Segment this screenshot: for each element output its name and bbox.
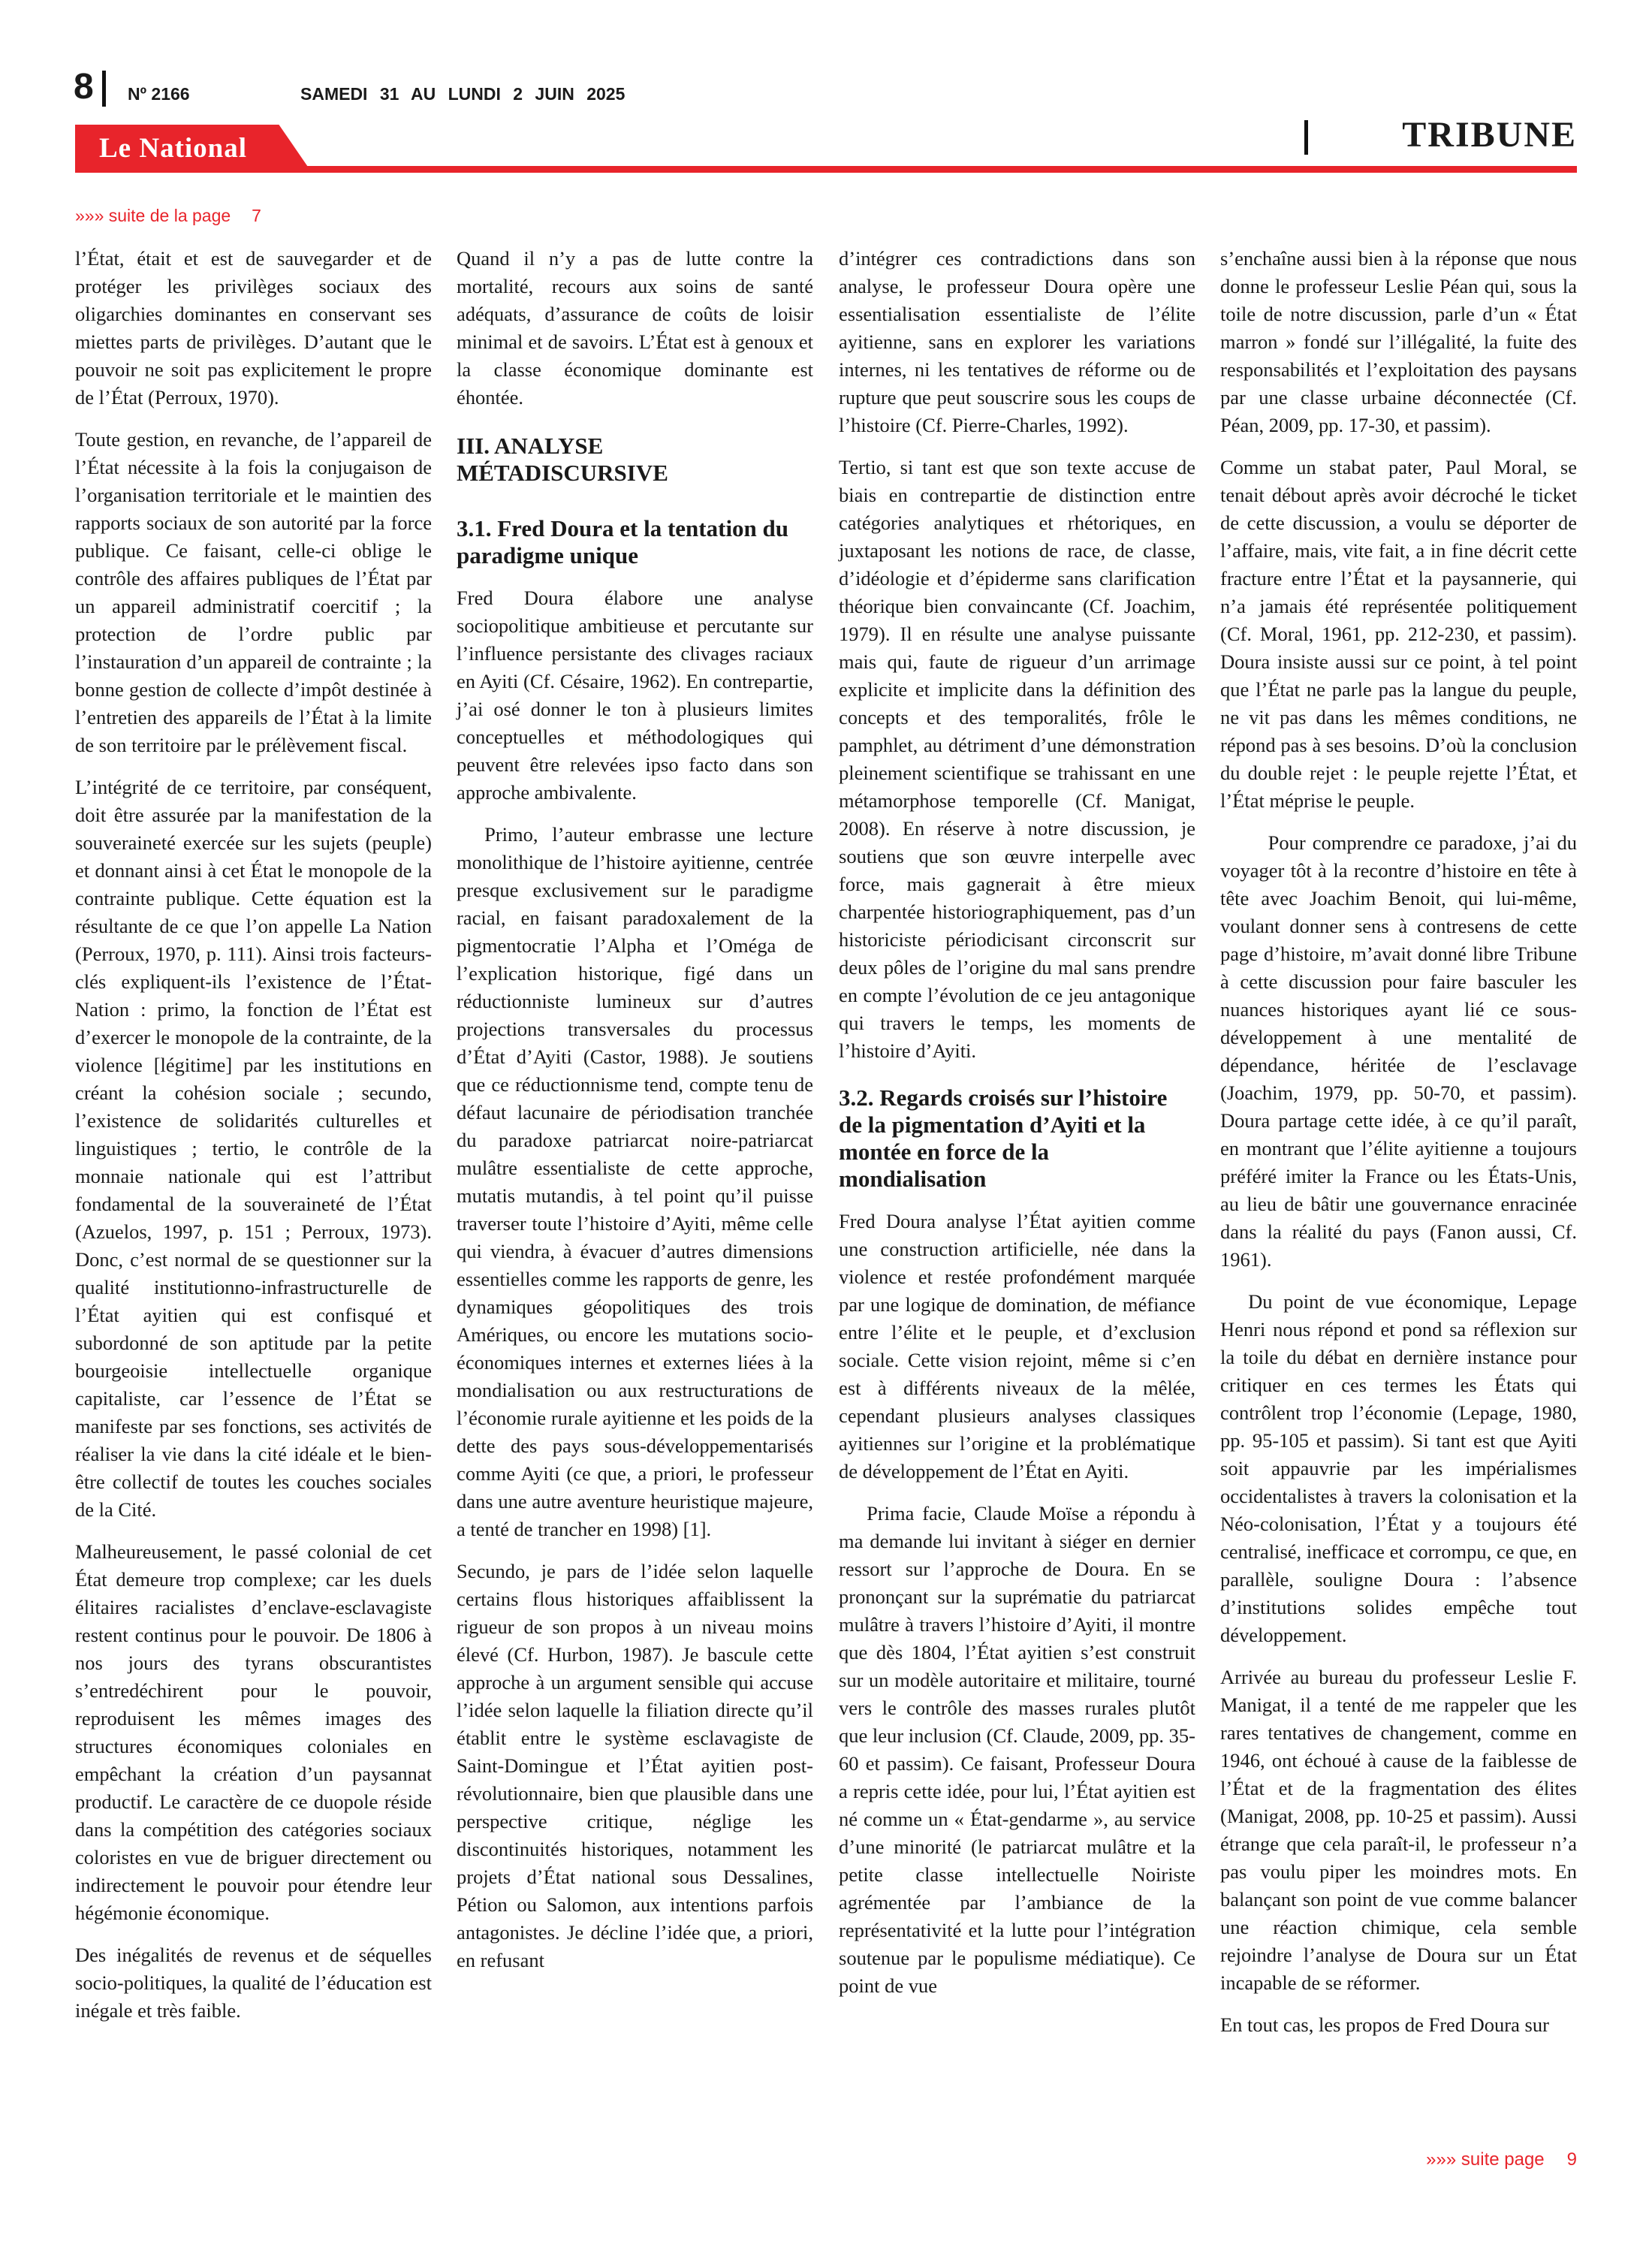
section-heading: III. ANALYSE MÉTADISCURSIVE <box>457 433 668 486</box>
article-column-2 <box>457 245 813 1989</box>
continued-to-label: »»» suite page <box>1426 2149 1545 2170</box>
paragraph: Secundo, je pars de l’idée selon laquelle certains flous historiques affaiblissent la rigueur de son propos à un niveau moins élevé (Cf. Hurbon, 1987). Je bascule cette approche à un argument sensible qui accuse l’idée selon laquelle la filiation directe qu’il établit entre le système esclavagiste de Saint-Domingue et l’État ayitien post-révolutionnaire, bien que plausible dans une perspective critique, néglige les discontinuités historiques, notamment les projets d’État national sous Dessalines, Pétion ou Salomon, aux intentions parfois antagonistes. Je décline l’idée que, a priori, en refusant <box>457 1560 813 1971</box>
header-divider <box>102 71 106 107</box>
issue-number: Nº 2166 <box>128 84 190 104</box>
continued-from <box>75 206 282 226</box>
paragraph: d’intégrer ces contradictions dans son analyse, le professeur Doura opère une essentialisation essentialiste de l’élite ayitienne, sans en explorer les variations internes, ni les tentatives de réforme ou de rupture que peut souscrire sous les coups de l’histoire (Cf. Pierre-Charles, 1992). <box>839 247 1195 436</box>
issue-date: SAMEDI 31 AU LUNDI 2 JUIN 2025 <box>300 84 626 104</box>
section-title: TRIBUNE <box>1402 115 1577 155</box>
newspaper-logo: Le National <box>99 133 248 164</box>
continued-to-page: 9 <box>1566 2149 1577 2170</box>
article-column-4 <box>1220 245 1577 2053</box>
header-rule <box>75 166 1577 173</box>
paragraph: Tertio, si tant est que son texte accuse de biais en contrepartie de distinction entre catégories analytiques et rhétoriques, en juxtaposant les notions de race, de classe, d’idéologie et d’épiderme sans clarification théorique bien convaincante (Cf. Joachim, 1979). Il en résulte une analyse puissante mais qui, faute de rigueur d’un arrimage explicite et implicite dans la définition des concepts et des temporalités, frôle le pamphlet, au détriment d’une démonstration pleinement scientifique se trahissant en une métamorphose temporelle (Cf. Manigat, 2008). En réserve à notre discussion, je soutiens que son œuvre interpelle avec force, mais gagnerait à être mieux charpentée historiographiquement, pas d’un historiciste périodicisant circonscrit sur deux pôles de l’origine du mal sans prendre en compte l’évolution de ce jeu antagonique qui travers le temps, les moments de l’histoire d’Ayiti. <box>839 456 1195 1062</box>
paragraph: l’État, était et est de sauvegarder et de protéger les privilèges sociaux des oligarchies dominantes en conservant ses miettes parts de privilèges. D’autant que le pouvoir ne soit pas explicitement le propre de l’État (Perroux, 1970). <box>75 247 432 409</box>
paragraph: Pour comprendre ce paradoxe, j’ai du voyager tôt à la recontre d’histoire en tête à tête avec Joachim Benoit, qui lui-même, voulant donner sens à contresens de cette page d’histoire, m’avait donné libre Tribune à cette discussion pour faire basculer les nuances historiques ayant lié ce sous-développement à une mentalité de dépendance, héritée de l’esclavage (Joachim, 1979, pp. 50-70, et passim). Doura partage cette idée, à ce qu’il paraît, en montrant que l’élite ayitienne a toujours préféré imiter la France ou les États-Unis, au lieu de bâtir une gouvernance enracinée dans la réalité du pays (Fanon aussi, Cf. 1961). <box>1220 831 1577 1271</box>
paragraph: Fred Doura analyse l’État ayitien comme une construction artificielle, née dans la violence et restée profondément marquée par une logique de domination, de méfiance entre l’élite et le peuple, et d’exclusion sociale. Cette vision rejoint, même si c’en est à différents niveaux de la mêlée, cependant plusieurs analyses classiques ayitiennes sur l’origine et la problématique de développement de l’État en Ayiti. <box>839 1210 1195 1482</box>
paragraph: Malheureusement, le passé colonial de cet État demeure trop complexe; car les duels élitaires racialistes d’enclave-esclavagiste restent continus pour le pouvoir. De 1806 à nos jours des tyrans obscurantistes s’entredéchirent pour le pouvoir, reproduisent les mêmes images des structures économiques coloniales en empêchant la création d’un paysannat productif. Le caractère de ce duopole réside dans la compétition des catégories sociaux coloristes en vue de briguer directement ou indirectement le pouvoir pour étendre leur hégémonie économique. <box>75 1540 432 1924</box>
subheading: 3.2. Regards croisés sur l’histoire de la pigmentation d’Ayiti et la montée en force de la mondialisation <box>839 1084 1168 1192</box>
subheading: 3.1. Fred Doura et la tentation du paradigme unique <box>457 515 789 569</box>
paragraph: Arrivée au bureau du professeur Leslie F. Manigat, il a tenté de me rappeler que les rares tentatives de changement, comme en 1946, ont échoué à cause de la faiblesse de l’État et de la fragmentation des élites (Manigat, 2008, pp. 10-25 et passim). Aussi étrange que cela paraît-il, le professeur n’a pas voulu piper les moindres mots. En balançant son point de vue comme balancer une réaction chimique, cela semble rejoindre l’analyse de Doura sur un État incapable de se réformer. <box>1220 1666 1577 1994</box>
paragraph: Quand il n’y a pas de lutte contre la mortalité, recours aux soins de santé adéquats, d’assurance de coûts de loisir minimal et de savoirs. L’État est à genoux et la classe économique dominante est éhontée. <box>457 247 813 409</box>
paragraph: Primo, l’auteur embrasse une lecture monolithique de l’histoire ayitienne, centrée presque exclusivement sur le paradigme racial, en faisant paradoxalement de la pigmentocratie l’Alpha et l’Oméga de l’explication historique, figé dans un réductionniste lumineux sur d’autres projections transversales du processus d’État d’Ayiti (Castor, 1988). Je soutiens que ce réductionnisme tend, compte tenu de défaut lacunaire de périodisation tranchée du paradoxe patriarcat noire-patriarcat mulâtre essentialiste de cette approche, mutatis mutandis, à tel point qu’il puisse traverser toute l’histoire d’Ayiti, même celle qui viendra, à évacuer d’autres dimensions essentielles comme les rapports de genre, les dynamiques géopolitiques des trois Amériques, ou encore les mutations socio-économiques internes et externes liées à la mondialisation ou aux restructurations de l’économie rurale ayitienne et les poids de la dette des pays sous-développementarisés comme Ayiti (ce que, a priori, le professeur dans une autre aventure heuristique majeure, a tenté de trancher en 1998) [1]. <box>457 823 813 1540</box>
paragraph: L’intégrité de ce territoire, par conséquent, doit être assurée par la manifestation de la souveraineté exercée sur les sujets (peuple) et donnant ainsi à cet État le monopole de la contrainte publique. Cette équation est la résultante de ce que l’on appelle La Nation (Perroux, 1970, p. 111). Ainsi trois facteurs-clés expliquent-ils l’existence de l’État-Nation : primo, la fonction de l’État est d’exercer le monopole de la contrainte, de la violence [légitime] par les institutions en créant la cohésion sociale ; secundo, l’existence de solidarités culturelles et linguistiques ; tertio, le contrôle de la monnaie nationale qui est l’attribut fondamental de la souveraineté de l’État (Azuelos, 1997, p. 151 ; Perroux, 1973). Donc, c’est normal de se questionner sur la qualité institutionno-infrastructurelle de l’État ayitien qui est confisqué et subordonné de son aptitude par la petite bourgeoisie intellectuelle organique capitaliste, car l’essence de l’État se manifeste par ses fonctions, ses activités de réaliser la vie dans la cité idéale et le bien-être collectif de toutes les couches sociales de la Cité. <box>75 776 432 1521</box>
paragraph: Du point de vue économique, Lepage Henri nous répond et pond sa réflexion sur la toile du débat en dernière instance pour critiquer en ces termes les États qui contrôlent trop l’économie (Lepage, 1980, pp. 95-105 et passim). Si tant est que Ayiti soit appauvrie par les impérialismes occidentalistes à travers la colonisation et la Néo-colonisation, l’État y a toujours été centralisé, inefficace et corrompu, ce que, en parallèle, souligne Doura : l’absence d’institutions solides empêche tout développement. <box>1220 1290 1577 1646</box>
paragraph: Prima facie, Claude Moïse a répondu à ma demande lui invitant à siéger en dernier ressort sur l’approche de Doura. En se prononçant sur la suprématie du patriarcat mulâtre à travers l’histoire d’Ayiti, il montre que dès 1804, l’État ayitien s’est construit sur un modèle autoritaire et militaire, tourné vers le contrôle des masses rurales plutôt que leur inclusion (Cf. Claude, 2009, pp. 35-60 et passim). Ce faisant, Professeur Doura a repris cette idée, pour lui, l’État ayitien est né comme un « État-gendarme », au service d’une minorité (le patriarcat mulâtre et la petite classe intellectuelle Noiriste agrémentée par l’ambiance de la représentativité et la lutte pour l’intégration soutenue par le populisme médiatique). Ce point de vue <box>839 1502 1195 1997</box>
article-column-1 <box>75 245 432 2039</box>
paragraph: Des inégalités de revenus et de séquelles socio-politiques, la qualité de l’éducation est inégale et très faible. <box>75 1944 432 2022</box>
paragraph: En tout cas, les propos de Fred Doura sur <box>1220 2013 1549 2036</box>
paragraph: Fred Doura élabore une analyse sociopolitique ambitieuse et percutante sur l’influence persistante des clivages raciaux en Ayiti (Cf. Césaire, 1962). En contrepartie, j’ai osé donner le ton à plusieurs limites conceptuelles et méthodologiques qui peuvent être relevées ipso facto dans son approche ambivalente. <box>457 587 813 804</box>
article-column-3 <box>839 245 1195 2014</box>
continued-from-label: »»» suite de la page <box>75 206 231 225</box>
paragraph: Toute gestion, en revanche, de l’appareil de l’État nécessite à la fois la conjugaison de l’organisation territoriale et le maintien des rapports sociaux de son autorité par la force publique. Ce faisant, celle-ci oblige le contrôle des affaires publiques de l’État par un appareil administratif coercitif ; la protection de l’ordre public par l’instauration d’un appareil de contrainte ; la bonne gestion de collecte d’impôt destinée à l’entretien des appareils de l’État à la limite de son territoire par le prélèvement fiscal. <box>75 428 432 756</box>
paragraph: Comme un stabat pater, Paul Moral, se tenait débout après avoir décroché le ticket de cette discussion, a voulu se déporter de l’affaire, mais, vite fait, a in fine décrit cette fracture entre l’État et la paysannerie, qui n’a jamais été représentée politiquement (Cf. Moral, 1961, pp. 212-230, et passim). Doura insiste aussi sur ce point, à tel point que l’État ne parle pas la langue du peuple, ne vit pas dans les mêmes conditions, ne répond pas à ses besoins. D’où la conclusion du double rejet : le peuple rejette l’État, et l’État méprise le peuple. <box>1220 456 1577 812</box>
page-number: 8 <box>74 67 94 107</box>
continued-from-page: 7 <box>252 206 261 225</box>
paragraph: s’enchaîne aussi bien à la réponse que nous donne le professeur Leslie Péan qui, sous la toile de notre discussion, parle d’un « État marron » fondé sur l’illégalité, la fuite des responsabilités et l’exploitation des paysans par une classe urbaine déconnectée (Cf. Péan, 2009, pp. 17-30, et passim). <box>1220 247 1577 436</box>
continued-to <box>1403 2149 1577 2170</box>
section-divider <box>1304 120 1308 155</box>
